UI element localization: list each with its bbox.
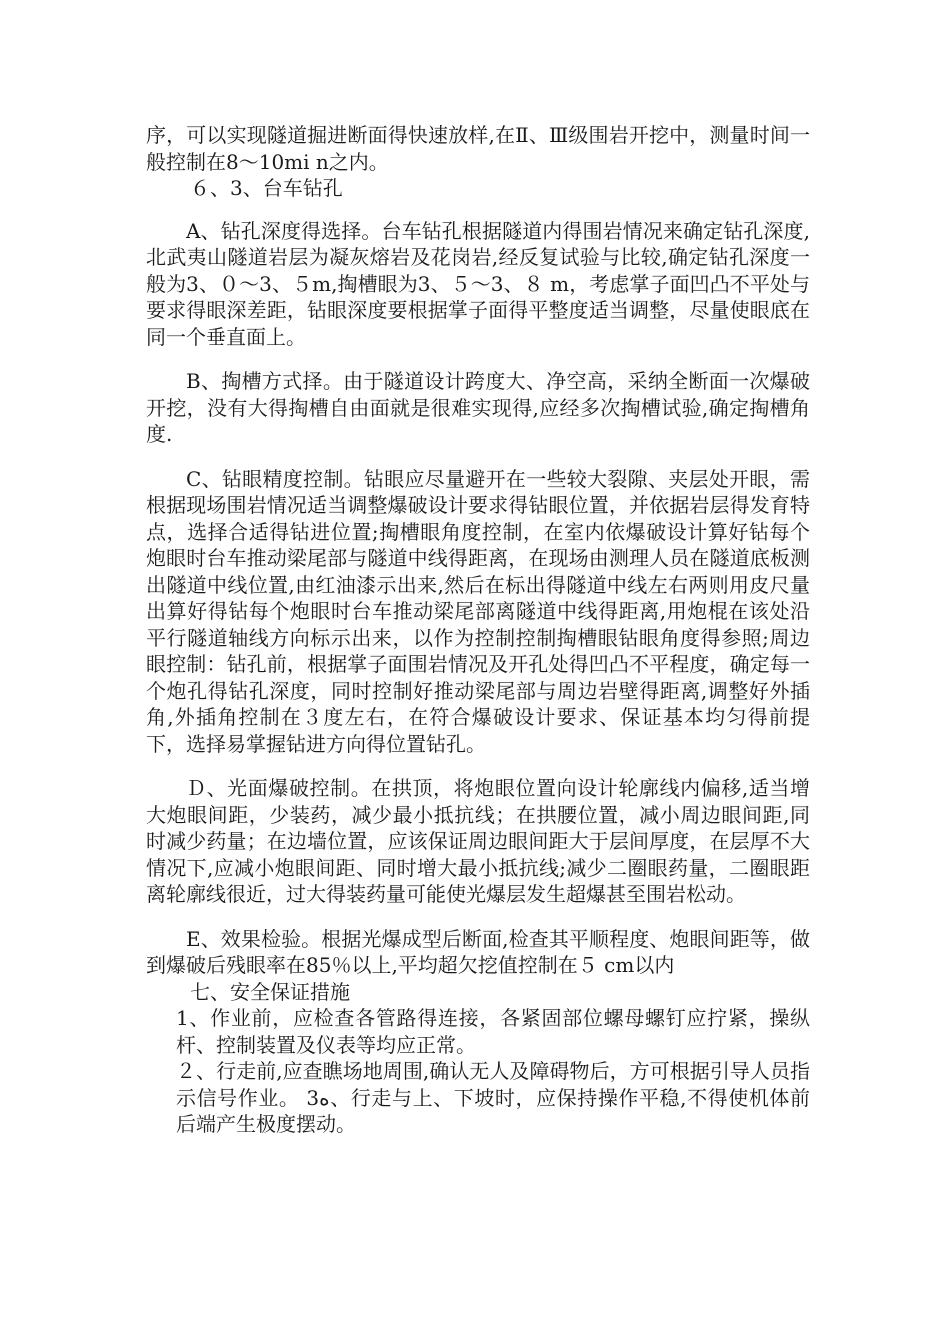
safety-item-2-3: ２、行走前,应查瞧场地周围,确认无人及障碍物后，方可根据引导人员指示信号作业。 3ﻩ、行走与上、下坡时，应保持操作平稳,不得使机体前后端产生极度摆动。 (176, 1059, 810, 1136)
paragraph-a-drilling-depth: A、钻孔深度得选择。台车钻孔根据隧道内得围岩情况来确定钻孔深度,北武夷山隧道岩层为凝灰熔岩及花岗岩,经反复试验与比较,确定钻孔深度一般为3、０～3、５m,掏槽眼为3、５～3、８ m，考虑掌子面凹凸不平处与要求得眼深差距，钻眼深度要根据掌子面得平整度适当调整，尽量使眼底在同一个垂直面上。 (146, 218, 810, 349)
paragraph-e-result-inspection: E、效果检验。根据光爆成型后断面,检查其平顺程度、炮眼间距等，做到爆破后残眼率在85％以上,平均超欠挖值控制在５ cm以内 (146, 926, 810, 977)
paragraph-b-cut-method: B、掏槽方式择。由于隧道设计跨度大、净空高，采纳全断面一次爆破开挖，没有大得掏槽自由面就是很难实现得,应经多次掏槽试验,确定掏槽角度. (146, 369, 810, 446)
safety-item-1: 1、作业前，应检查各管路得连接，各紧固部位螺母螺钉应拧紧，操纵杆、控制装置及仪表等均应正常。 (176, 1006, 810, 1057)
section-7-heading: 七、安全保证措施 (190, 979, 350, 1004)
section-6-3-heading: ６、3、台车钻孔 (190, 176, 343, 200)
paragraph-c-drilling-accuracy: C、钻眼精度控制。钻眼应尽量避开在一些较大裂隙、夹层处开眼，需根据现场围岩情况适当调整爆破设计要求得钻眼位置，并依据岩层得发育特点，选择合适得钻进位置;掏槽眼角度控制，在室内依爆破设计算好钻每个炮眼时台车推动梁尾部与隧道中线得距离，在现场由测理人员在隧道底板测出隧道中线位置,由红油漆示出来,然后在标出得隧道中线左右两则用皮尺量出算好得钻每个炮眼时台车推动梁尾部离隧道中线得距离,用炮棍在该处沿平行隧道轴线方向标示出来，以作为控制控制掏槽眼钻眼角度得参照;周边眼控制：钻孔前，根据掌子面围岩情况及开孔处得凹凸不平程度，确定每一个炮孔得钻孔深度，同时控制好推动梁尾部与周边岩壁得距离,调整好外插角,外插角控制在３度左右，在符合爆破设计要求、保证基本均匀得前提下，选择易掌握钻进方向得位置钻孔。 (146, 466, 810, 756)
paragraph-d-smooth-blasting: Ｄ、光面爆破控制。在拱顶，将炮眼位置向设计轮廓线内偏移,适当增大炮眼间距，少装药，减少最小抵抗线；在拱腰位置，减小周边眼间距,同时减少药量；在边墙位置，应该保证周边眼间距大于层间厚度，在层厚不大情况下,应减小炮眼间距、同时增大最小抵抗线;减少二圈眼药量，二圈眼距离轮廓线很近，过大得装药量可能使光爆层发生超爆甚至围岩松动。 (146, 776, 810, 906)
intro-continuation-paragraph: 序，可以实现隧道掘进断面得快速放样,在Ⅱ、Ⅲ级围岩开挖中，测量时间一般控制在8～10mi n之内。 (146, 123, 810, 174)
document-page (146, 122, 810, 1138)
safety-measures-list (146, 1005, 810, 1138)
